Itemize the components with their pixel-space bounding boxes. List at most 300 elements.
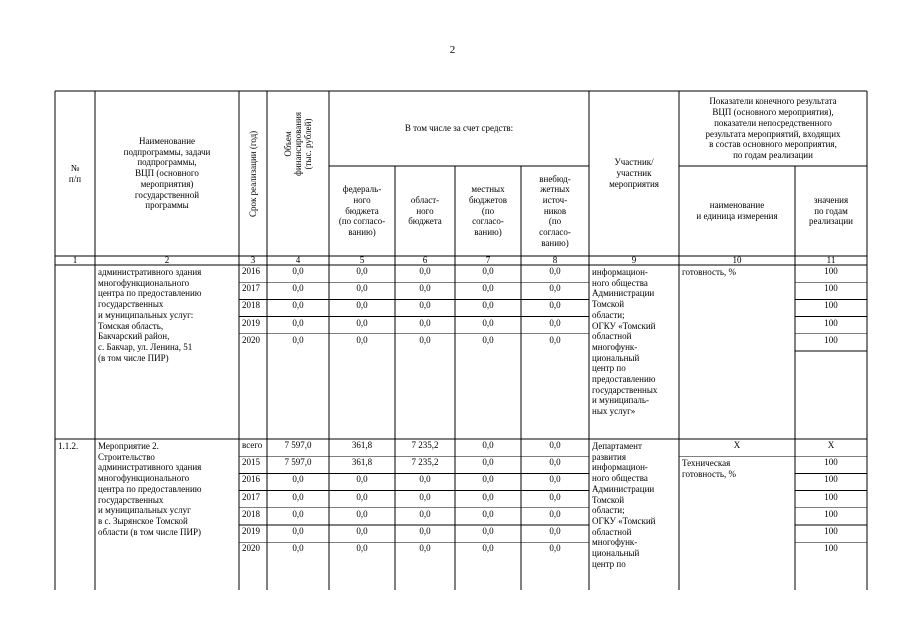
block2-name-line: Мероприятие 2. bbox=[98, 441, 159, 451]
column-number bbox=[679, 255, 795, 265]
table-cell-vol-line: 0,0 bbox=[292, 317, 304, 328]
block1-participant-line: ных услуг» bbox=[592, 406, 636, 417]
header-name-line: Наименование bbox=[138, 136, 196, 147]
table-cell-vol bbox=[267, 266, 329, 281]
column-number bbox=[55, 255, 95, 265]
table-cell-year-line: 2019 bbox=[242, 317, 260, 328]
header-period-line: Срок реализации (год) bbox=[248, 130, 258, 217]
header-federal-line: бюджета bbox=[345, 205, 379, 216]
header-federal-line: (по согласо- bbox=[338, 216, 386, 227]
column-number-line: 7 bbox=[485, 255, 491, 265]
block2-name-line: административного здания bbox=[98, 462, 202, 473]
header-federal-line: ного bbox=[353, 194, 371, 205]
table-cell-ext-line: 0,0 bbox=[549, 526, 561, 536]
table-cell-reg-line: 0,0 bbox=[419, 283, 431, 294]
header-participant-line: мероприятия bbox=[609, 178, 659, 189]
table-cell-value-line: 100 bbox=[824, 526, 838, 536]
header-regional bbox=[395, 166, 455, 256]
header-local bbox=[455, 166, 521, 256]
table-cell-value bbox=[795, 492, 867, 507]
header-indicator-values-line: по годам bbox=[814, 205, 848, 216]
column-number-line: 5 bbox=[359, 255, 365, 265]
table-cell-reg-line: 0,0 bbox=[419, 491, 431, 502]
table-cell-fed-line: 0,0 bbox=[356, 526, 368, 536]
table-cell-year-line: 2017 bbox=[242, 491, 260, 502]
table-cell-fed-line: 0,0 bbox=[356, 543, 368, 554]
table-cell-fed bbox=[329, 543, 395, 558]
table-cell-loc bbox=[455, 266, 521, 281]
header-extra-line: (по bbox=[548, 216, 562, 227]
block2-participant-line: ОГКУ «Томский bbox=[592, 515, 656, 526]
table-cell-value bbox=[795, 335, 867, 350]
table-cell-total-reg bbox=[395, 440, 455, 455]
table-cell-vol-line: 0,0 bbox=[292, 526, 304, 536]
header-results-title-line: по годам реализации bbox=[733, 149, 813, 160]
header-name-line: государственной bbox=[134, 189, 200, 200]
header-name-line: ВЦП (основного bbox=[135, 168, 199, 179]
table-cell-vol bbox=[267, 335, 329, 350]
table-cell-ext bbox=[521, 457, 589, 472]
table-cell-vol-line: 0,0 bbox=[292, 543, 304, 554]
table-cell-value bbox=[795, 283, 867, 298]
table-cell-loc bbox=[455, 492, 521, 507]
table-cell-year-line: 2020 bbox=[242, 543, 260, 554]
header-num bbox=[55, 91, 95, 256]
header-local-line: бюджетов bbox=[468, 194, 508, 205]
column-number bbox=[395, 255, 455, 265]
table-cell-total-reg-line: 7 235,2 bbox=[411, 440, 439, 450]
block1-participant-line: информацион- bbox=[592, 267, 648, 277]
block1-participant-line: области; bbox=[592, 309, 625, 320]
table-cell-loc-line: 0,0 bbox=[482, 266, 494, 276]
header-volume-line: Объем bbox=[283, 130, 293, 157]
table-cell-year bbox=[239, 266, 267, 281]
table-cell-reg bbox=[395, 266, 455, 281]
block1-name-line: с. Бакчар, ул. Ленина, 51 bbox=[98, 341, 193, 352]
header-regional-line: ного bbox=[416, 205, 434, 216]
block1-name-line: административного здания bbox=[98, 267, 202, 277]
block1-name-line: многофункционального bbox=[98, 277, 190, 288]
table-cell-ext bbox=[521, 318, 589, 333]
block2-num bbox=[55, 441, 95, 452]
column-number bbox=[95, 255, 239, 265]
block2-participant-line: центр по bbox=[592, 558, 626, 569]
table-cell-year-line: 2020 bbox=[242, 334, 260, 345]
header-name-line: подпрограммы, задачи bbox=[123, 146, 211, 157]
table-cell-loc bbox=[455, 509, 521, 524]
column-number bbox=[795, 255, 867, 265]
header-extra-line: ников bbox=[543, 205, 567, 216]
header-indicator-values-line: реализации bbox=[809, 216, 853, 227]
header-extra-line: внебюд- bbox=[539, 173, 571, 184]
table-cell-ext bbox=[521, 283, 589, 298]
table-cell-vol-line: 0,0 bbox=[292, 283, 304, 294]
table-cell-vol bbox=[267, 543, 329, 558]
table-cell-total-ext-line: 0,0 bbox=[549, 440, 561, 450]
block1-name bbox=[95, 267, 239, 363]
table-cell-year-line: 2016 bbox=[242, 474, 260, 485]
block2-participant-line: многофунк- bbox=[592, 537, 638, 548]
table-cell-vol bbox=[267, 300, 329, 315]
column-number-line: 6 bbox=[422, 255, 428, 265]
table-cell-ext bbox=[521, 543, 589, 558]
table-cell-ext bbox=[521, 335, 589, 350]
header-results-title-line: результата мероприятий, входящих bbox=[705, 128, 841, 139]
block1-participant-line: Администрации bbox=[592, 288, 655, 299]
column-number bbox=[589, 255, 679, 265]
block1-participant-line: областной bbox=[592, 331, 632, 342]
column-number-line: 10 bbox=[732, 255, 742, 265]
table-cell-loc bbox=[455, 318, 521, 333]
table-cell-fed-line: 0,0 bbox=[356, 474, 368, 485]
header-indicator-values-line: значения bbox=[813, 194, 849, 205]
table-cell-total-vol bbox=[267, 440, 329, 455]
table-cell-total-year bbox=[239, 440, 267, 455]
block2-participant-line: развития bbox=[592, 451, 627, 462]
table-cell-value bbox=[795, 474, 867, 489]
block1-participant-line: циональный bbox=[592, 352, 640, 363]
table-cell-total-fed-line: 361,8 bbox=[351, 440, 373, 450]
table-cell-reg-line: 7 235,2 bbox=[411, 457, 439, 468]
header-federal-line: федераль- bbox=[342, 184, 382, 195]
table-cell-vol-line: 0,0 bbox=[292, 334, 304, 345]
table-cell-vol-line: 7 597,0 bbox=[284, 457, 312, 468]
table-cell-year-line: 2018 bbox=[242, 508, 260, 519]
table-cell-loc-line: 0,0 bbox=[482, 491, 494, 502]
table-cell-value-line: 100 bbox=[824, 508, 838, 519]
block2-indicator bbox=[679, 458, 795, 479]
table-cell-reg-line: 0,0 bbox=[419, 266, 431, 276]
table-cell-vol bbox=[267, 318, 329, 333]
table-cell-vol-line: 0,0 bbox=[292, 474, 304, 485]
block2-participant-line: ного общества bbox=[592, 473, 648, 484]
table-cell-total-year-line: всего bbox=[242, 440, 263, 450]
table-cell-vol-line: 0,0 bbox=[292, 266, 304, 276]
total-indicator-mark bbox=[679, 440, 795, 455]
table-cell-ext bbox=[521, 474, 589, 489]
table-cell-value-line: 100 bbox=[824, 266, 838, 276]
header-results-title-line: в состав основного мероприятия, bbox=[709, 139, 837, 150]
table-cell-year bbox=[239, 457, 267, 472]
table-cell-ext bbox=[521, 509, 589, 524]
table-cell-reg bbox=[395, 474, 455, 489]
table-cell-ext-line: 0,0 bbox=[549, 283, 561, 294]
column-number-line: 3 bbox=[250, 255, 256, 265]
block2-participant-line: Администрации bbox=[592, 483, 655, 494]
table-cell-vol bbox=[267, 457, 329, 472]
table-cell-vol bbox=[267, 492, 329, 507]
block1-name-line: и муниципальных услуг: bbox=[98, 309, 194, 320]
table-cell-reg-line: 0,0 bbox=[419, 334, 431, 345]
table-cell-ext-line: 0,0 bbox=[549, 334, 561, 345]
table-cell-reg-line: 0,0 bbox=[419, 317, 431, 328]
table-cell-reg-line: 0,0 bbox=[419, 474, 431, 485]
table-cell-fed-line: 361,8 bbox=[351, 457, 373, 468]
table-cell-reg bbox=[395, 457, 455, 472]
table-cell-loc-line: 0,0 bbox=[482, 508, 494, 519]
column-number bbox=[329, 255, 395, 265]
table-cell-reg bbox=[395, 300, 455, 315]
block2-num-line: 1.1.2. bbox=[58, 441, 79, 451]
table-cell-year bbox=[239, 509, 267, 524]
table-cell-ext-line: 0,0 bbox=[549, 491, 561, 502]
table-cell-loc bbox=[455, 474, 521, 489]
block2-name-line: государственных bbox=[98, 494, 164, 505]
table-cell-loc bbox=[455, 457, 521, 472]
table-cell-reg bbox=[395, 492, 455, 507]
header-local-line: согласо- bbox=[472, 216, 504, 227]
block2-name-line: в с. Зырянское Томской bbox=[98, 515, 188, 526]
block1-participant-line: предоставлению bbox=[592, 374, 656, 385]
block1-participant bbox=[589, 267, 679, 417]
table-cell-vol bbox=[267, 526, 329, 541]
block2-name-line: и муниципальных услуг bbox=[98, 505, 191, 516]
table-cell-ext-line: 0,0 bbox=[549, 543, 561, 554]
table-cell-fed-line: 0,0 bbox=[356, 508, 368, 519]
table-cell-value bbox=[795, 457, 867, 472]
table-cell-year bbox=[239, 474, 267, 489]
table-cell-year bbox=[239, 335, 267, 350]
block2-participant bbox=[589, 441, 679, 569]
table-cell-vol-line: 0,0 bbox=[292, 491, 304, 502]
block2-indicator-line: готовность, % bbox=[682, 468, 736, 479]
column-number-line: 4 bbox=[295, 255, 301, 265]
table-cell-reg bbox=[395, 335, 455, 350]
table-cell-year bbox=[239, 283, 267, 298]
table-cell-loc bbox=[455, 526, 521, 541]
block2-participant-line: области; bbox=[592, 505, 625, 516]
table-cell-loc-line: 0,0 bbox=[482, 526, 494, 536]
page-number: 2 bbox=[449, 44, 456, 56]
table-cell-total-loc bbox=[455, 440, 521, 455]
table-cell-reg bbox=[395, 283, 455, 298]
block1-name-line: Томская область, bbox=[98, 320, 164, 331]
header-results-title bbox=[679, 91, 867, 166]
table-cell-reg-line: 0,0 bbox=[419, 526, 431, 536]
table-cell-reg bbox=[395, 509, 455, 524]
header-volume bbox=[283, 112, 313, 176]
table-cell-loc bbox=[455, 335, 521, 350]
table-cell-total-ext bbox=[521, 440, 589, 455]
block1-participant-line: центр по bbox=[592, 363, 626, 374]
table-cell-fed bbox=[329, 509, 395, 524]
header-local-line: (по bbox=[481, 205, 495, 216]
table-cell-vol bbox=[267, 509, 329, 524]
table-cell-fed bbox=[329, 526, 395, 541]
header-federal-line: ванию) bbox=[348, 227, 376, 238]
table-cell-loc bbox=[455, 300, 521, 315]
block2-name bbox=[95, 441, 239, 537]
table-cell-ext bbox=[521, 266, 589, 281]
table-cell-value-line: 100 bbox=[824, 300, 838, 311]
block2-participant-line: областной bbox=[592, 526, 632, 537]
block1-participant-line: многофунк- bbox=[592, 341, 638, 352]
table-cell-total-fed bbox=[329, 440, 395, 455]
block1-participant-line: и муниципаль- bbox=[592, 395, 650, 406]
header-sources-title-line: В том числе за счет средств: bbox=[404, 123, 514, 134]
table-cell-loc-line: 0,0 bbox=[482, 334, 494, 345]
table-cell-ext-line: 0,0 bbox=[549, 508, 561, 519]
header-federal bbox=[329, 166, 395, 256]
table-cell-value-line: 100 bbox=[824, 474, 838, 485]
table-cell-ext-line: 0,0 bbox=[549, 317, 561, 328]
table-cell-value bbox=[795, 509, 867, 524]
table-cell-loc-line: 0,0 bbox=[482, 300, 494, 311]
table-cell-fed-line: 0,0 bbox=[356, 334, 368, 345]
block2-participant-line: Томской bbox=[592, 494, 625, 505]
table-cell-reg-line: 0,0 bbox=[419, 300, 431, 311]
block1-indicator-line: готовность, % bbox=[682, 267, 736, 277]
total-value-mark bbox=[795, 440, 867, 455]
table-cell-year bbox=[239, 526, 267, 541]
table-cell-value bbox=[795, 526, 867, 541]
table-cell-fed bbox=[329, 266, 395, 281]
table-cell-loc-line: 0,0 bbox=[482, 283, 494, 294]
table-cell-year-line: 2019 bbox=[242, 526, 260, 536]
header-local-line: местных bbox=[471, 184, 505, 195]
table-cell-loc bbox=[455, 543, 521, 558]
column-number-line: 8 bbox=[552, 255, 558, 265]
table-cell-reg bbox=[395, 318, 455, 333]
column-number-line: 9 bbox=[631, 255, 637, 265]
table-cell-value-line: 100 bbox=[824, 457, 838, 468]
table-cell-loc-line: 0,0 bbox=[482, 474, 494, 485]
header-period bbox=[248, 130, 258, 216]
header-name-line: мероприятия) bbox=[140, 178, 194, 189]
header-name-line: программы bbox=[145, 200, 189, 211]
table-cell-ext-line: 0,0 bbox=[549, 457, 561, 468]
block2-name-line: центра по предоставлению bbox=[98, 483, 202, 494]
header-name-line: подпрограммы, bbox=[137, 157, 197, 168]
table-cell-reg bbox=[395, 543, 455, 558]
header-indicator-name-line: наименование bbox=[709, 200, 765, 211]
table-cell-year-line: 2018 bbox=[242, 300, 260, 311]
header-results-title-line: показатели непосредственного bbox=[714, 117, 832, 128]
header-participant bbox=[589, 91, 679, 256]
table-cell-value-line: 100 bbox=[824, 334, 838, 345]
table-cell-year bbox=[239, 543, 267, 558]
block2-name-line: многофункционального bbox=[98, 473, 190, 484]
table-cell-fed-line: 0,0 bbox=[356, 317, 368, 328]
table-cell-fed bbox=[329, 474, 395, 489]
block1-participant-line: ного общества bbox=[592, 277, 648, 288]
table-cell-value-line: 100 bbox=[824, 543, 838, 554]
column-number-line: 11 bbox=[826, 255, 836, 265]
header-regional-line: област- bbox=[410, 194, 440, 205]
header-extra bbox=[521, 166, 589, 256]
block2-name-line: области (в том числе ПИР) bbox=[98, 526, 201, 537]
block2-participant-line: информацион- bbox=[592, 462, 648, 473]
header-indicator-values bbox=[795, 166, 867, 256]
table-cell-ext-line: 0,0 bbox=[549, 300, 561, 311]
header-participant-line: участник bbox=[616, 168, 652, 179]
table-cell-total-loc-line: 0,0 bbox=[482, 440, 494, 450]
header-extra-line: источ- bbox=[542, 194, 568, 205]
block2-participant-line: циональный bbox=[592, 548, 640, 559]
column-number-line: 1 bbox=[72, 255, 78, 265]
block2-name-line: Строительство bbox=[98, 451, 155, 462]
column-number bbox=[521, 255, 589, 265]
total-indicator-mark-line: Х bbox=[733, 440, 741, 450]
block1-name-line: Бакчарский район, bbox=[98, 331, 170, 342]
block2-participant-line: Департамент bbox=[592, 441, 642, 451]
table-cell-year-line: 2017 bbox=[242, 283, 260, 294]
table-cell-ext-line: 0,0 bbox=[549, 266, 561, 276]
table-cell-ext bbox=[521, 492, 589, 507]
header-sources-title bbox=[329, 91, 589, 166]
table-cell-fed bbox=[329, 300, 395, 315]
header-num-line: п/п bbox=[68, 173, 82, 184]
table-cell-reg-line: 0,0 bbox=[419, 508, 431, 519]
table-cell-fed bbox=[329, 457, 395, 472]
table-cell-vol-line: 0,0 bbox=[292, 300, 304, 311]
table-cell-fed bbox=[329, 492, 395, 507]
column-number-line: 2 bbox=[164, 255, 170, 265]
table-cell-fed bbox=[329, 335, 395, 350]
table-cell-value bbox=[795, 543, 867, 558]
table-cell-ext bbox=[521, 300, 589, 315]
header-indicator-name bbox=[679, 166, 795, 256]
column-number bbox=[455, 255, 521, 265]
block2-indicator-line: Техническая bbox=[682, 458, 731, 469]
table-cell-value bbox=[795, 300, 867, 315]
table-cell-loc-line: 0,0 bbox=[482, 317, 494, 328]
table-cell-loc bbox=[455, 283, 521, 298]
header-participant-line: Участник/ bbox=[614, 157, 654, 168]
block1-participant-line: ОГКУ «Томский bbox=[592, 320, 656, 331]
header-name bbox=[95, 91, 239, 256]
table-cell-total-vol-line: 7 597,0 bbox=[284, 440, 312, 450]
column-number bbox=[267, 255, 329, 265]
header-indicator-name-line: и единица измерения bbox=[696, 211, 778, 221]
table-cell-ext-line: 0,0 bbox=[549, 474, 561, 485]
table-cell-value-line: 100 bbox=[824, 283, 838, 294]
table-cell-fed bbox=[329, 318, 395, 333]
table-cell-value bbox=[795, 318, 867, 333]
header-extra-line: жетных bbox=[540, 184, 570, 195]
header-volume-line: финансирования bbox=[293, 111, 303, 176]
header-results-title-line: ВЦП (основного мероприятия), bbox=[712, 107, 834, 118]
table-cell-fed bbox=[329, 283, 395, 298]
table-cell-vol-line: 0,0 bbox=[292, 508, 304, 519]
table-cell-vol bbox=[267, 474, 329, 489]
header-num-line: № bbox=[70, 162, 80, 173]
table-cell-value-line: 100 bbox=[824, 491, 838, 502]
block1-name-line: государственных bbox=[98, 299, 164, 310]
table-cell-year bbox=[239, 318, 267, 333]
table-cell-fed-line: 0,0 bbox=[356, 491, 368, 502]
header-results-title-line: Показатели конечного результата bbox=[709, 96, 837, 107]
header-extra-line: согласо- bbox=[539, 227, 571, 238]
table-cell-ext bbox=[521, 526, 589, 541]
header-regional-line: бюджета bbox=[408, 216, 442, 227]
table-cell-reg bbox=[395, 526, 455, 541]
column-number bbox=[239, 255, 267, 265]
block1-indicator bbox=[679, 267, 795, 278]
table-cell-fed-line: 0,0 bbox=[356, 266, 368, 276]
table-cell-year-line: 2016 bbox=[242, 266, 260, 276]
header-volume-line: (тыс. рублей) bbox=[303, 118, 313, 169]
block1-name-line: (в том числе ПИР) bbox=[98, 352, 169, 363]
table-cell-loc-line: 0,0 bbox=[482, 543, 494, 554]
table-cell-year bbox=[239, 300, 267, 315]
table-cell-year-line: 2015 bbox=[242, 457, 260, 468]
block1-participant-line: Томской bbox=[592, 299, 625, 310]
total-value-mark-line: Х bbox=[827, 440, 835, 450]
table-cell-value bbox=[795, 266, 867, 281]
table-cell-fed-line: 0,0 bbox=[356, 283, 368, 294]
table-cell-loc-line: 0,0 bbox=[482, 457, 494, 468]
